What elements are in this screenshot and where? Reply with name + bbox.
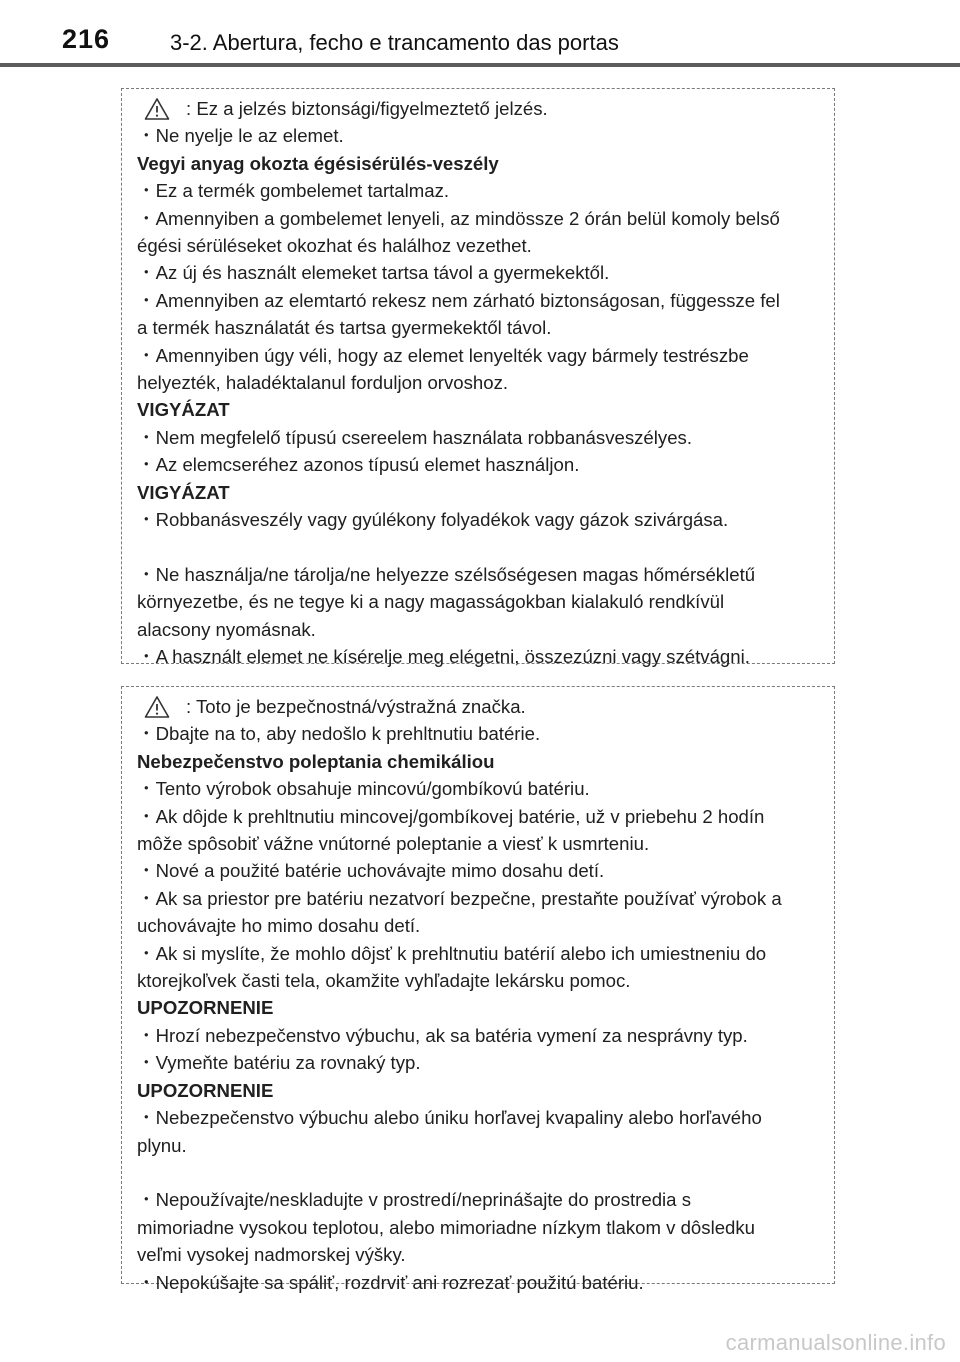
text-line: égési sérüléseket okozhat és halálhoz vezethet. [137,235,532,257]
page-header [0,0,960,66]
section-heading: VIGYÁZAT [137,481,230,503]
warning-box-hungarian [121,88,835,668]
text-line: môže spôsobiť vážne vnútorné poleptanie a viesť k usmrteniu. [137,833,650,855]
warning-symbol-line [137,693,822,720]
text-line: ・Amennyiben a gombelemet lenyeli, az mindössze 2 órán belül komoly belső [137,207,780,229]
text-line: ・Ak sa priestor pre batériu nezatvorí bezpečne, prestaňte používať výrobok a [137,887,782,909]
text-line: plynu. [137,1134,187,1156]
section-title: 3-2. Abertura, fecho e trancamento das portas [170,30,619,55]
header-rule [0,63,960,67]
text-line: alacsony nyomásnak. [137,618,316,640]
warning-box-slovak [121,686,835,1293]
text-line: ・Ne használja/ne tárolja/ne helyezze szélsőségesen magas hőmérsékletű [137,563,756,585]
blank-line [137,1159,822,1186]
text-line: veľmi vysokej nadmorskej výšky. [137,1244,406,1266]
page-number: 216 [62,24,111,54]
text-line: ・Hrozí nebezpečenstvo výbuchu, ak sa batéria vymení za nesprávny typ. [137,1024,748,1046]
text-line: ・Robbanásveszély vagy gyúlékony folyadékok vagy gázok szivárgása. [137,509,729,531]
blank-line [137,534,822,561]
text-line: ・Amennyiben úgy véli, hogy az elemet lenyelték vagy bármely testrészbe [137,344,749,366]
text-line: ・Vymeňte batériu za rovnaký typ. [137,1052,421,1074]
warning-symbol-text: : Toto je bezpečnostná/výstražná značka. [186,696,526,717]
warning-triangle-icon [144,695,170,719]
text-line: mimoriadne vysokou teplotou, alebo mimoriadne nízkym tlakom v dôsledku [137,1216,756,1238]
text-line: ・Az elemcseréhez azonos típusú elemet használjon. [137,454,580,476]
text-line: ・Az új és használt elemeket tartsa távol a gyermekektől. [137,262,610,284]
text-line: ・Ak dôjde k prehltnutiu mincovej/gombíkovej batérie, už v priebehu 2 hodín [137,805,765,827]
text-line: helyezték, haladéktalanul forduljon orvoshoz. [137,372,509,394]
warning-triangle-icon [144,97,170,121]
text-line: a termék használatát és tartsa gyermekektől távol. [137,317,552,339]
warning-symbol-line [137,95,822,122]
text-line: ・Ez a termék gombelemet tartalmaz. [137,180,450,202]
text-line: ・Amennyiben az elemtartó rekesz nem zárható biztonságosan, függessze fel [137,289,780,311]
text-line: ・Nepoužívajte/neskladujte v prostredí/neprinášajte do prostredia s [137,1189,691,1211]
text-line: ・Tento výrobok obsahuje mincovú/gombíkovú batériu. [137,778,590,800]
section-heading: UPOZORNENIE [137,1079,274,1101]
text-line: ・Nebezpečenstvo výbuchu alebo úniku horľavej kvapaliny alebo horľavého [137,1107,762,1129]
section-heading: VIGYÁZAT [137,399,230,421]
text-line: ・A használt elemet ne kísérelje meg elégetni, összezúzni vagy szétvágni. [137,646,750,668]
text-line: ・Ne nyelje le az elemet. [137,125,344,147]
section-heading: Nebezpečenstvo poleptania chemikáliou [137,750,495,772]
text-line: ・Nové a použité batérie uchovávajte mimo dosahu detí. [137,860,605,882]
text-line: ・Dbajte na to, aby nedošlo k prehltnutiu batérie. [137,723,541,745]
text-line: uchovávajte ho mimo dosahu detí. [137,915,421,937]
text-line: környezetbe, és ne tegye ki a nagy magasságokban kialakuló rendkívül [137,591,725,613]
text-line: ktorejkoľvek časti tela, okamžite vyhľadajte lekársku pomoc. [137,970,631,992]
section-heading: Vegyi anyag okozta égésisérülés-veszély [137,152,499,174]
watermark: carmanualsonline.info [725,1330,946,1355]
text-line: ・Nepokúšajte sa spáliť, rozdrviť ani rozrezať použitú batériu. [137,1271,644,1293]
text-line: ・Ak si myslíte, že mohlo dôjsť k prehltnutiu batérií alebo ich umiestneniu do [137,942,767,964]
section-heading: UPOZORNENIE [137,997,274,1019]
warning-symbol-text: : Ez a jelzés biztonsági/figyelmeztető jelzés. [186,98,548,119]
text-line: ・Nem megfelelő típusú csereelem használata robbanásveszélyes. [137,426,692,448]
